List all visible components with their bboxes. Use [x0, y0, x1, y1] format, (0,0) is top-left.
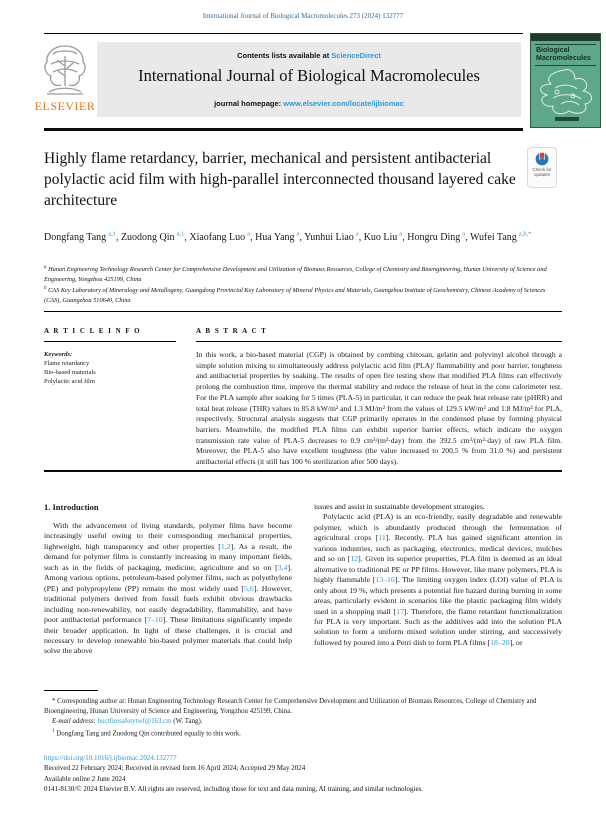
- abstract-heading: A B S T R A C T: [196, 327, 268, 335]
- keyword: Bio-based materials: [44, 369, 96, 376]
- homepage-link[interactable]: www.elsevier.com/locate/ijbiomac: [283, 99, 404, 108]
- running-head-citation: International Journal of Biological Macromolecules 273 (2024) 132777: [202, 12, 404, 20]
- journal-title: International Journal of Biological Macromolecules: [138, 66, 480, 85]
- author: Hua Yang $^a$ ,: [255, 232, 304, 243]
- affiliation-a: $^a$ Hunan Engineering Technology Research Center for Comprehensive Development and Utilization of Biomass Resources, College of Chemistry and Bioengineering, Hunan University of Science and Engineering, Yongzhou 425199, China: [44, 265, 547, 283]
- keyword: Flame retardancy: [44, 360, 90, 367]
- author-byline: [44, 228, 564, 246]
- keywords-block: [44, 350, 176, 386]
- intro-paragraph: With the advancement of living standards, polymer films have become increasingly useful owing to their corresponding mechanical properties, lightweight, high transparency and other properties [1,2]. As a result, the demand for polymer films is constantly increasing in many important fields, such as in the fields of packaging, medicine, agriculture and so on [3,4]. Among various options, petroleum-based polymer films, such as polyethylene (PE) and polypropylene (PP) remain the most widely used [5,6]. However, traditional polymers derived from fossil fuels exhibit obvious drawbacks including non-renewability, not easily degradability, flammability, and have poor antibacterial performance [7–10]. These limitations significantly impede their broader application. In light of these challenges, it is crucial and necessary to develop renewable bio-based polymer materials that could help solve the above: [44, 521, 292, 656]
- article-title: Highly flame retardancy, barrier, mechanical and persistent antibacterial polylactic acid film with high-parallel interconnected thousand layered cake architecture: [44, 150, 516, 209]
- abstract-column: [196, 327, 562, 468]
- journal-cover-thumbnail[interactable]: [530, 33, 601, 128]
- abstract-top-rule: [44, 311, 562, 312]
- affiliation-b: $^b$ CAS Key Laboratory of Mineralogy and Metallogeny, Guangdong Provincial Key Laboratory of Mineral Physics and Materials, Guangzhou Institute of Geochemistry, Chinese Academy of Sciences (CAS), Guangzhou 510640, China: [44, 286, 546, 304]
- abstract-text: In this work, a bio-based material (CGP) is obtained by combing chitosan, gelatin and polyvinyl alcohol through a simple solution mixing to simultaneously address polylactic acid film (PLA)' flammability and poor barrier, toughness and antibacterial properties by soaking. The results of open fire testing show that modified PLA films can effectively prolong the combustion time, improve the thermal stability and reduce the release of heat in the cone calorimeter test. For the PLA sample after soaking for 5 times (PLA-5) in particular, it can reduce the peak heat release rate (pHRR) and total heat release (THR) values to 85.8 kW/m² and 1.3 MJ/m² from the values of 129.5 kW/m² and 1.8 MJ/m² for PLA, respectively. Structural analysis suggests that CGP primarily operates in the condensed phase by forming physical barriers. Meanwhile, the modified PLA films can exhibit superior barrier effects, which indicate the oxygen transmission rate value of PLA-5 decreases to 0.9 cm³/(m²·day) from the 392.5 cm³/(m²·day) of raw PLA film. Moreover, the PLA-5 also have excellent toughness (the value increased to 200.5 % from 31.0 %) and persistent antibacterial effects (it still has 100 % sterilization after 500 days).: [196, 350, 562, 467]
- badge-text: Check for updates: [532, 167, 552, 177]
- intro-paragraph: Polylactic acid (PLA) is an eco-friendly, easily degradable and renewable polymer, which is abundantly produced through the fermentation of agricultural crops [11]. Recently, PLA has gained significant attention in various industries, such as packaging, electronics, medical devices, mulches and so on [12]. Given its superior properties, PLA film is deemed as an ideal alternative to traditional PE or PP films. However, like many polymers, PLA is highly flammable [13–16]. The limiting oxygen index (LOI) value of PLA is only about 19 %, which presents a potential fire hazard during burning in some areas, particularly evident in scenarios like the plastic packaging film widely used in a shopping mall [17]. Therefore, the flame retardant functionalization for PLA is very important. Such as the additives add into the solution PLA solution to form a uniform mixed solution under stirring, and successively followed by poured into a Petri dish to form PLA films [18–20], or: [314, 512, 563, 647]
- abstract-bottom-rule: [44, 470, 562, 472]
- elsevier-tree-icon: [30, 42, 100, 98]
- contents-line: Contents lists available at ScienceDirect: [237, 51, 381, 60]
- doi-link[interactable]: https://doi.org/10.1016/j.ijbiomac.2024.132777: [44, 754, 177, 762]
- intro-left-column: [44, 521, 292, 657]
- cover-title: Biological Macromolecules: [536, 47, 591, 62]
- keyword: Polylactic acid film: [44, 378, 95, 385]
- sciencedirect-link[interactable]: ScienceDirect: [331, 51, 381, 60]
- author: Wufei Tang $^{a,b,*}$: [470, 231, 532, 244]
- journal-masthead: [97, 42, 521, 117]
- article-info-heading: A R T I C L E I N F O: [44, 327, 142, 335]
- cover-top-bar: [531, 34, 600, 41]
- corresponding-author-note: * Corresponding author at: Hunan Engineering Technology Research Center for Comprehensive Development and Utilization of Biomass Resources, College of Chemistry and Bioengineering, Hunan University of Science and Engineering, Yongzhou 425199, China.: [44, 698, 537, 715]
- author: Kuo Liu $^a$ ,: [364, 232, 408, 243]
- available-online: Available online 2 June 2024: [44, 774, 126, 783]
- author: Zuodong Qin $^{a,1}$ ,: [121, 232, 189, 243]
- email-link[interactable]: buctfiresafetytwf@163.cm: [97, 718, 172, 725]
- footnote-divider-rule: [44, 690, 98, 691]
- equal-contribution-note: $^1$ Dongfang Tang and Zuodong Qin contributed equally to this work.: [52, 729, 241, 738]
- homepage-line: journal homepage: www.elsevier.com/locate/ijbiomac: [214, 99, 404, 108]
- intro-paragraph: issues and assist in sustainable development strategies.: [314, 502, 485, 511]
- author: Dongfang Tang $^{a,1}$ ,: [44, 232, 121, 243]
- affiliations: [44, 263, 562, 306]
- email-note: E-mail address: buctfiresafetytwf@163.cm (W. Tang).: [52, 718, 203, 725]
- copyright-line: 0141-8130/© 2024 Elsevier B.V. All rights are reserved, including those for text and data mining, AI training, and similar technologies.: [44, 784, 424, 793]
- intro-right-column: [314, 502, 562, 648]
- author: Yunhui Liao $^a$ ,: [304, 232, 364, 243]
- elsevier-logo[interactable]: [30, 42, 100, 120]
- keywords-label: Keywords:: [44, 351, 73, 358]
- crossmark-icon: [528, 151, 556, 167]
- received-dates: Received 22 February 2024; Received in revised form 16 April 2024; Accepted 29 May 2024: [44, 764, 306, 773]
- section-heading-introduction: 1. Introduction: [44, 502, 99, 512]
- author: Hongru Ding $^a$ ,: [407, 232, 470, 243]
- article-footer: [44, 753, 562, 794]
- header-top-rule: [44, 33, 523, 34]
- footnotes-block: [44, 697, 562, 739]
- check-for-updates-badge[interactable]: [527, 147, 557, 188]
- elsevier-wordmark: ELSEVIER: [34, 99, 96, 113]
- author: Xiaofang Luo $^a$ ,: [189, 232, 255, 243]
- article-info-column: [44, 327, 176, 386]
- masthead-bottom-rule: [44, 128, 523, 131]
